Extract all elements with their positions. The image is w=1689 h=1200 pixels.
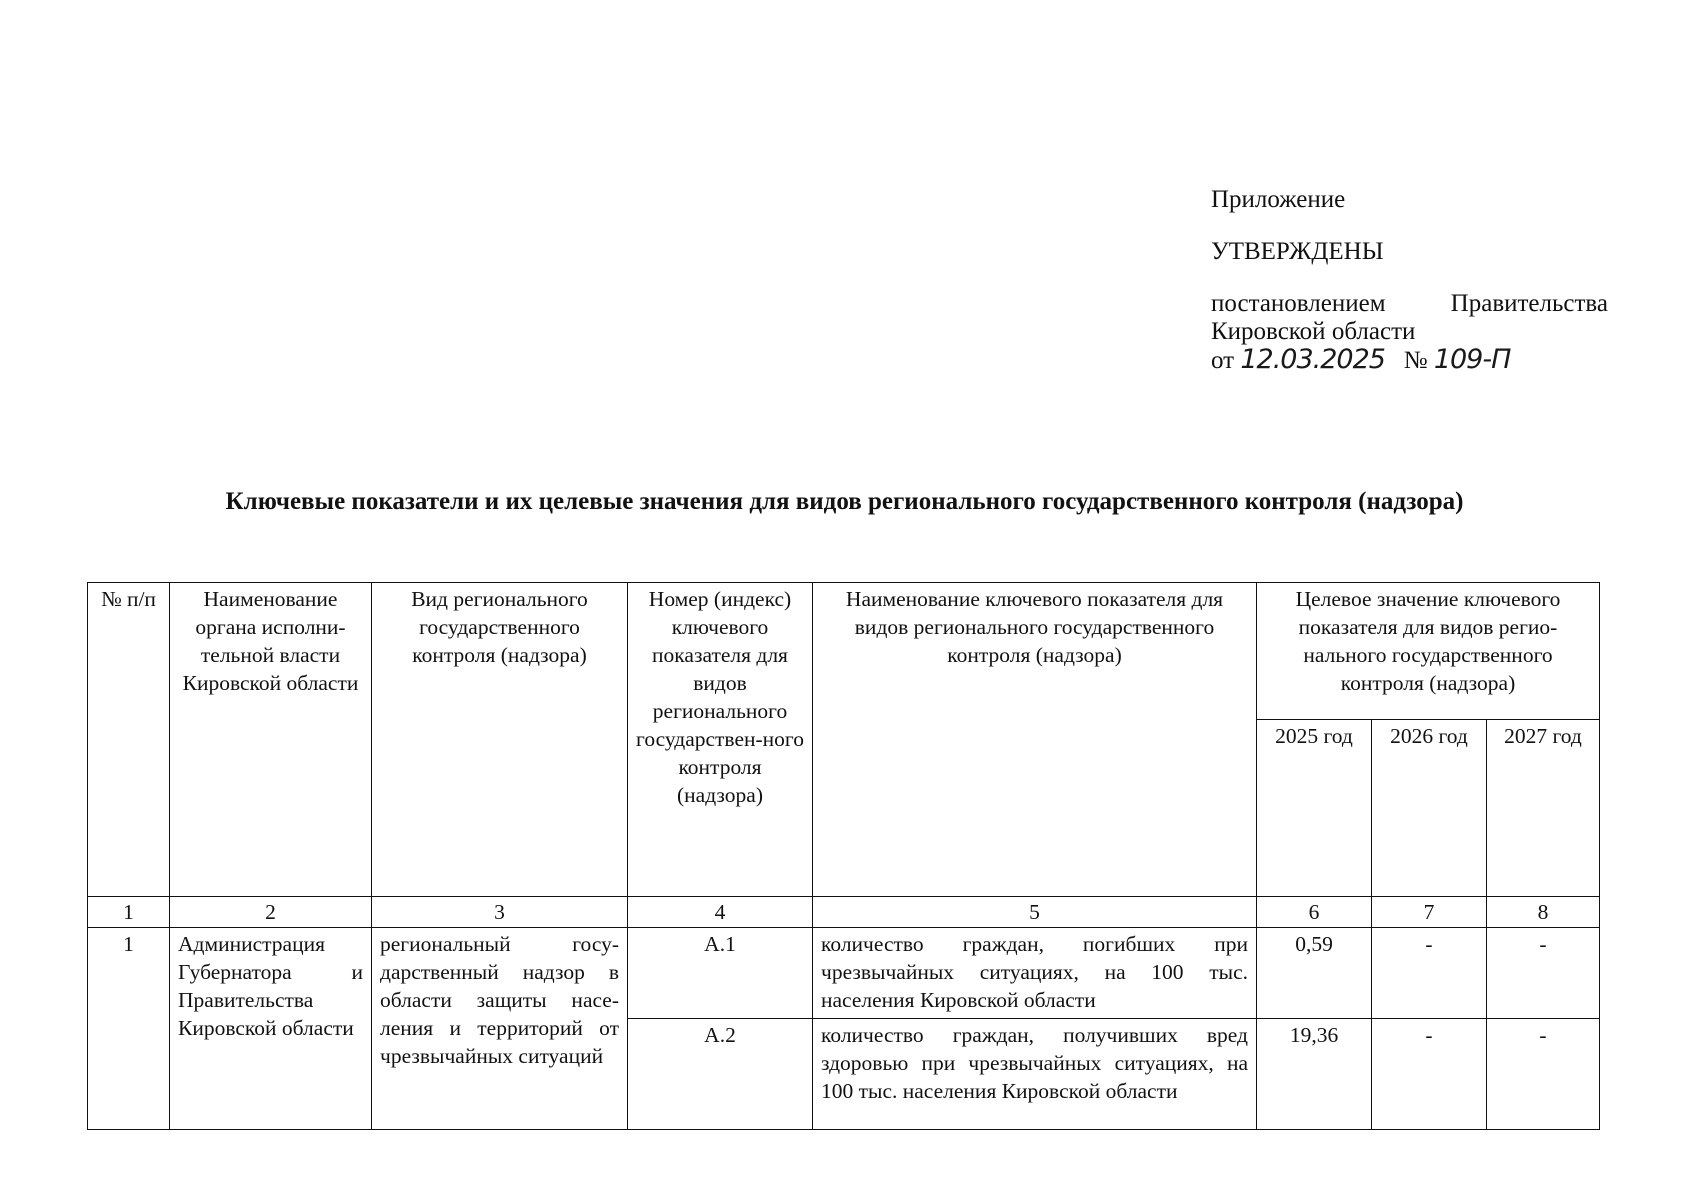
table-row	[88, 928, 1600, 1019]
header-authority: Наименование органа исполни-тельной власти Кировской области	[170, 583, 372, 897]
page-title: Ключевые показатели и их целевые значения для видов регионального государственного контроля (надзора)	[225, 488, 1464, 515]
column-number: 6	[1257, 897, 1372, 928]
row-number: 1	[88, 928, 170, 1130]
column-number: 2	[170, 897, 372, 928]
value-2027: -	[1487, 1019, 1600, 1130]
header-indicator-name: Наименование ключевого показателя для видов регионального государственного контроля (надзора)	[813, 583, 1257, 897]
column-number: 5	[813, 897, 1257, 928]
header-year-2027: 2027 год	[1487, 720, 1600, 897]
approval-basis	[1211, 290, 1608, 318]
number-prefix: №	[1403, 347, 1428, 374]
authority-cell: Администрация Губернатора и Правительства Кировской области	[170, 928, 372, 1130]
value-2026: -	[1372, 928, 1487, 1019]
header-year-2026: 2026 год	[1372, 720, 1487, 897]
approved-label: УТВЕРЖДЕНЫ	[1211, 238, 1384, 265]
column-number: 3	[372, 897, 628, 928]
approval-date-line	[1211, 346, 1631, 375]
control-type-cell: региональный госу-дарственный надзор в области защиты насе-ления и территорий от чрезвычайных ситуаций	[372, 928, 628, 1130]
table-header-row	[88, 583, 1600, 720]
header-year-2025: 2025 год	[1257, 720, 1372, 897]
date-prefix: от	[1211, 347, 1235, 374]
header-indicator-index: Номер (индекс) ключевого показателя для видов регионального государствен-ного контроля (надзора)	[628, 583, 813, 897]
column-number: 4	[628, 897, 813, 928]
handwritten-number: 109-П	[1433, 344, 1511, 375]
approval-basis-word: постановлением	[1211, 290, 1386, 317]
indicator-name: количество граждан, получивших вред здоровью при чрезвычайных ситуациях, на 100 тыс. населения Кировской области	[813, 1019, 1257, 1130]
value-2026: -	[1372, 1019, 1487, 1130]
kpi-table	[87, 582, 1600, 1130]
column-number-row	[88, 897, 1600, 928]
appendix-label: Приложение	[1211, 186, 1346, 213]
handwritten-date: 12.03.2025	[1240, 344, 1385, 375]
header-target-value: Целевое значение ключевого показателя для видов регио-нального государственного контроля (надзора)	[1257, 583, 1600, 720]
column-number: 1	[88, 897, 170, 928]
column-number: 7	[1372, 897, 1487, 928]
value-2025: 0,59	[1257, 928, 1372, 1019]
column-number: 8	[1487, 897, 1600, 928]
indicator-name: количество граждан, погибших при чрезвычайных ситуациях, на 100 тыс. населения Кировской области	[813, 928, 1257, 1019]
appendix-block	[1211, 186, 1631, 375]
header-control-type: Вид регионального государственного контроля (надзора)	[372, 583, 628, 897]
value-2025: 19,36	[1257, 1019, 1372, 1130]
approval-basis-gov: Правительства	[1450, 290, 1608, 317]
indicator-index: А.2	[628, 1019, 813, 1130]
approval-region: Кировской области	[1211, 318, 1416, 345]
header-number: № п/п	[88, 583, 170, 897]
indicator-index: А.1	[628, 928, 813, 1019]
value-2027: -	[1487, 928, 1600, 1019]
